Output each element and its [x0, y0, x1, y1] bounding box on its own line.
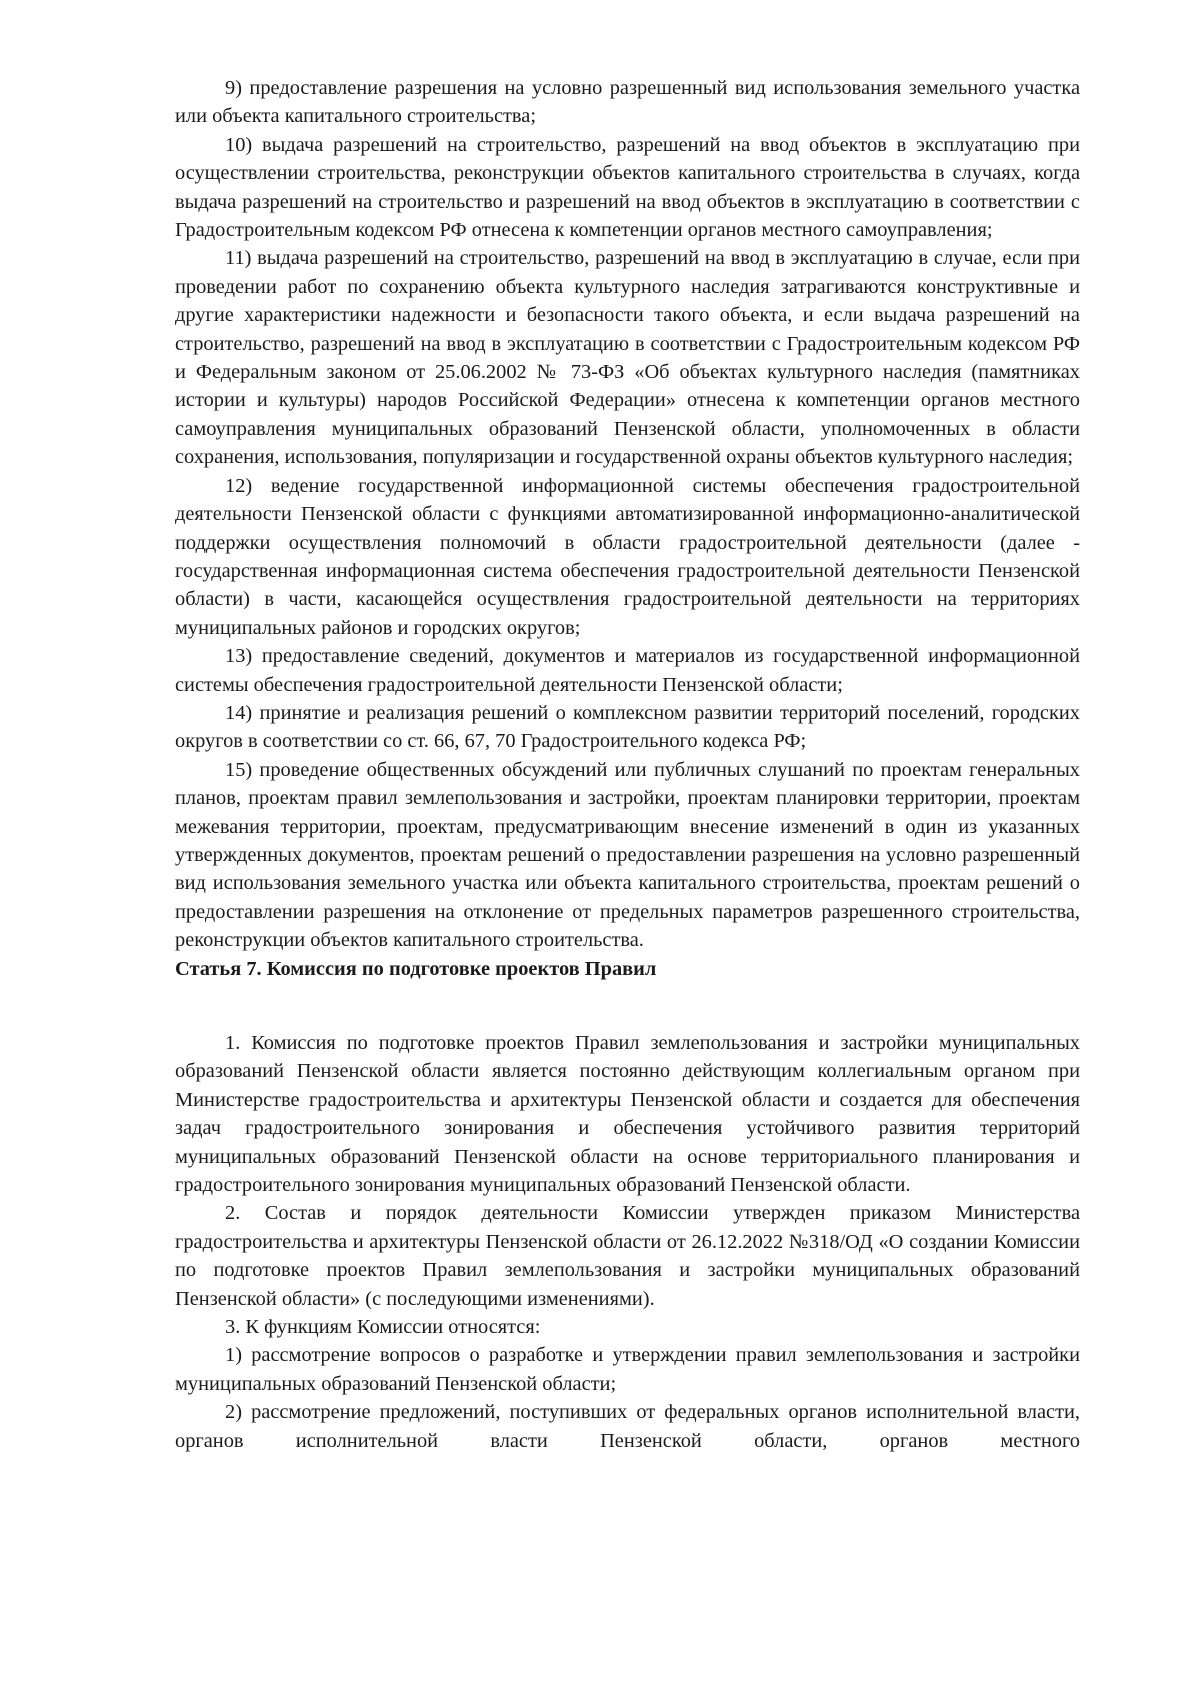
document-page [175, 74, 1080, 1455]
article-heading: Статья 7. Комиссия по подготовке проектов Правил [175, 957, 657, 980]
paragraph-function-1: 1) рассмотрение вопросов о разработке и утверждении правил землепользования и застройки муниципальных образований Пензенской области; [175, 1344, 1080, 1395]
paragraph-clause-1: 1. Комиссия по подготовке проектов Правил землепользования и застройки муниципальных образований Пензенской области является постоянно действующим коллегиальным органом при Министерстве градостроительства и архитектуры Пензенской области и создается для обеспечения задач градостроительного зонирования и обеспечения устойчивого развития территорий муниципальных образований Пензенской области на основе территориального планирования и градостроительного зонирования муниципальных образований Пензенской области. [175, 1032, 1080, 1197]
paragraph-function-2: 2) рассмотрение предложений, поступивших от федеральных органов исполнительной власти, органов исполнительной власти Пензенской области, органов местного [175, 1401, 1080, 1452]
paragraph-clause-3: 3. К функциям Комиссии относятся: [225, 1316, 541, 1339]
paragraph-item-12: 12) ведение государственной информационной системы обеспечения градостроительной деятельности Пензенской области с функциями автоматизированной информационно-аналитической поддержки осуществления полномочий в области градостроительной деятельности (далее - государственная информационная система обеспечения градостроительной деятельности Пензенской области) в части, касающейся осуществления градостроительной деятельности на территориях муниципальных районов и городских округов; [175, 474, 1080, 639]
paragraph-item-11: 11) выдача разрешений на строительство, разрешений на ввод в эксплуатацию в случае, если при проведении работ по сохранению объекта культурного наследия затрагиваются конструктивные и другие характеристики надежности и безопасности такого объекта, и если выдача разрешений на строительство, разрешений на ввод в эксплуатацию в соответствии с Градостроительным кодексом РФ и Федеральным законом от 25.06.2002 № 73-ФЗ «Об объектах культурного наследия (памятниках истории и культуры) народов Российской Федерации» отнесена к компетенции органов местного самоуправления муниципальных образований Пензенской области, уполномоченных в области сохранения, использования, популяризации и государственной охраны объектов культурного наследия; [175, 247, 1080, 469]
paragraph-item-9: 9) предоставление разрешения на условно разрешенный вид использования земельного участка или объекта капитального строительства; [175, 77, 1080, 128]
paragraph-item-14: 14) принятие и реализация решений о комплексном развитии территорий поселений, городских округов в соответствии со ст. 66, 67, 70 Градостроительного кодекса РФ; [175, 701, 1080, 753]
spacer [175, 983, 1080, 1029]
paragraph-clause-2: 2. Состав и порядок деятельности Комиссии утвержден приказом Министерства градостроительства и архитектуры Пензенской области от 26.12.2022 №318/ОД «О создании Комиссии по подготовке проектов Правил землепользования и застройки муниципальных образований Пензенской области» (с последующими изменениями). [175, 1202, 1080, 1310]
paragraph-item-10: 10) выдача разрешений на строительство, разрешений на ввод объектов в эксплуатацию при осуществлении строительства, реконструкции объектов капитального строительства в случаях, когда выдача разрешений на строительство и разрешений на ввод объектов в эксплуатацию в соответствии с Градостроительным кодексом РФ отнесена к компетенции органов местного самоуправления; [175, 133, 1080, 242]
paragraph-item-15: 15) проведение общественных обсуждений или публичных слушаний по проектам генеральных планов, проектам правил землепользования и застройки, проектам планировки территории, проектам межевания территории, проектам, предусматривающим внесение изменений в один из указанных утвержденных документов, проектам решений о предоставлении разрешения на условно разрешенный вид использования земельного участка или объекта капитального строительства, проектам решений о предоставлении разрешения на отклонение от предельных параметров разрешенного строительства, реконструкции объектов капитального строительства. [175, 758, 1080, 952]
paragraph-item-13: 13) предоставление сведений, документов и материалов из государственной информационной системы обеспечения градостроительной деятельности Пензенской области; [175, 645, 1080, 696]
